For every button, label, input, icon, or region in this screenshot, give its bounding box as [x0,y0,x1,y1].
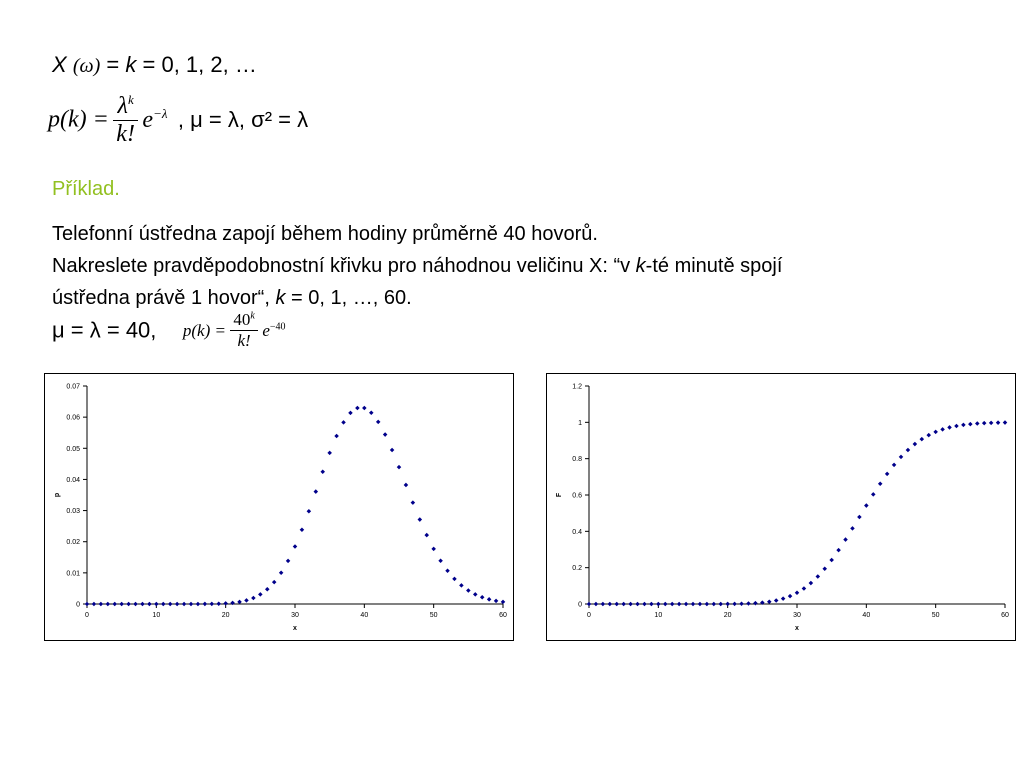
cdf-point [712,602,717,607]
cdf-point [718,602,723,607]
exp-e: $e^{-\lambda}$ [142,106,168,133]
pmf-point [106,602,111,607]
pmf-point [92,602,97,607]
var-x: X [52,52,67,77]
pmf-x-tick-label: 20 [221,612,230,619]
cdf-chart-svg [547,374,1015,640]
pmf-point [133,602,138,607]
cdf-chart [546,373,1016,641]
cdf-point [926,433,931,438]
cdf-point [878,482,883,487]
pmf-point [300,528,305,533]
pmf-point [279,570,284,575]
cdf-point [809,581,814,586]
example-formula [52,310,372,372]
cdf-point [739,601,744,606]
pmf-point [272,580,277,585]
var-k: k [125,52,137,77]
pmf-point [494,599,499,604]
example-numerator: 40$^k$ [233,310,255,329]
pmf-point [168,602,173,607]
pmf-point [244,598,249,603]
omega: (ω) [72,55,101,77]
pmf-point [85,602,90,607]
cdf-point [705,602,710,607]
example-line-1: Telefonní ústředna zapojí během hodiny průměrně 40 hovorů. [52,223,598,245]
pmf-point [376,420,381,425]
mean-variance: , μ = λ, σ² = λ [177,107,309,132]
pmf-x-label: x [293,625,297,632]
pmf-point [418,517,423,522]
cdf-y-tick-label: 0.4 [572,528,582,536]
pmf-point [223,601,228,606]
pmf-point [99,602,104,607]
pmf-point [362,406,367,411]
cdf-point [816,574,821,579]
pmf-point [265,587,270,592]
pmf-point [501,600,506,605]
pmf-point [327,451,332,456]
pmf-point [341,420,346,425]
pmf-point [390,448,395,453]
cdf-point [635,602,640,607]
cdf-point [975,421,980,426]
cdf-x-tick-label: 10 [654,612,663,619]
cdf-point [795,591,800,596]
cdf-x-tick-label: 0 [587,612,591,619]
pmf-point [404,483,409,488]
pmf-point [154,602,159,607]
pmf-point [445,568,450,573]
cdf-point [621,602,626,607]
example-fraction [230,310,257,351]
cdf-point [857,515,862,520]
cdf-point [885,472,890,477]
pk-label: p(k) = [48,106,109,133]
cdf-y-tick-label: 0 [578,601,582,609]
pmf-x-tick-label: 40 [360,612,369,619]
pmf-y-tick-label: 0.04 [66,476,80,484]
cdf-y-tick-label: 0.6 [572,492,582,500]
pmf-y-tick-label: 0 [76,601,80,609]
example-pk-label: p(k) = [182,320,226,340]
cdf-point [1003,420,1008,425]
cdf-point [746,601,751,606]
poisson-formula [48,92,448,162]
pmf-point [119,602,124,607]
cdf-point [691,602,696,607]
pmf-point [334,434,339,439]
cdf-x-label: x [795,625,799,632]
cdf-x-tick-label: 60 [1001,612,1009,619]
mu-lambda-value: μ = λ = 40, [52,317,157,343]
pmf-point [369,410,374,415]
pmf-point [112,602,117,607]
cdf-point [642,602,647,607]
pmf-point [466,588,471,593]
pmf-point [147,602,152,607]
pmf-point [438,558,443,563]
pmf-point [140,602,145,607]
cdf-y-label: F [556,492,563,498]
pmf-y-tick-label: 0.03 [66,508,80,516]
pmf-point [487,597,492,602]
cdf-point [656,602,661,607]
cdf-y-tick-label: 0.2 [572,565,582,573]
cdf-x-tick-label: 30 [793,612,801,619]
example-exp: $e^{-40}$ [262,320,286,340]
cdf-point [670,602,675,607]
fraction-denominator: k! [113,120,138,148]
cdf-point [906,448,911,453]
pmf-point [216,601,221,606]
cdf-point [698,602,703,607]
pmf-point [286,559,291,564]
cdf-x-tick-label: 40 [862,612,871,619]
cdf-point [836,548,841,553]
cdf-point [940,427,945,432]
pmf-point [161,602,166,607]
cdf-point [822,567,827,572]
cdf-point [843,537,848,542]
cdf-point [614,602,619,607]
pmf-y-tick-label: 0.02 [66,539,80,547]
pmf-point [397,465,402,470]
pmf-point [320,469,325,474]
cdf-point [608,602,613,607]
pmf-point [196,602,201,607]
cdf-point [677,602,682,607]
example-denominator: k! [230,330,257,351]
pmf-point [182,602,187,607]
cdf-y-tick-label: 0.8 [572,456,582,464]
cdf-point [601,602,606,607]
cdf-point [961,423,966,428]
pmf-point [203,602,208,607]
cdf-point [725,602,730,607]
random-variable-definition [52,52,257,78]
pmf-point [189,602,194,607]
cdf-point [684,602,689,607]
pmf-point [258,592,263,597]
pmf-point [459,583,464,588]
pmf-chart [44,373,514,641]
pmf-point [431,547,436,552]
pmf-point [307,509,312,514]
cdf-point [947,425,952,430]
cdf-point [913,442,918,447]
pmf-y-tick-label: 0.01 [66,570,80,578]
pmf-x-tick-label: 10 [152,612,161,619]
cdf-point [829,558,834,563]
pmf-y-label: p [54,492,61,498]
pmf-point [383,432,388,437]
cdf-x-tick-label: 20 [723,612,732,619]
pmf-point [314,489,319,494]
pmf-point [480,595,485,600]
eq-sign: = [106,52,120,77]
pmf-x-tick-label: 30 [291,612,299,619]
cdf-point [989,421,994,426]
cdf-point [920,437,925,442]
cdf-point [788,594,793,599]
cdf-point [781,596,786,601]
cdf-point [933,430,938,435]
cdf-y-tick-label: 1 [578,419,582,427]
pmf-x-tick-label: 50 [429,612,438,619]
example-line-2: Nakreslete pravděpodobnostní křivku pro náhodnou veličinu X: “v k-té minutě spojí [52,255,783,277]
fraction-numerator: $\lambda^k$ [117,92,134,119]
pmf-y-tick-label: 0.07 [66,383,80,391]
cdf-point [767,600,772,605]
example-line-3: ústředna právě 1 hovor“, k = 0, 1, …, 60. [52,287,412,309]
cdf-point [802,586,807,591]
k-values: = 0, 1, 2, … [142,52,257,77]
cdf-point [663,602,668,607]
cdf-point [594,602,599,607]
pmf-x-tick-label: 60 [499,612,507,619]
poisson-fraction [113,92,138,148]
cdf-point [628,602,633,607]
pmf-point [293,544,298,549]
cdf-point [774,598,779,603]
pmf-point [251,596,256,601]
pmf-x-tick-label: 0 [85,612,89,619]
cdf-y-tick-label: 1.2 [572,383,582,391]
cdf-x-tick-label: 50 [931,612,940,619]
pmf-point [175,602,180,607]
cdf-point [864,503,869,508]
pmf-chart-svg [45,374,513,640]
pmf-point [411,500,416,505]
cdf-point [892,463,897,468]
cdf-point [649,602,654,607]
cdf-point [899,455,904,460]
pmf-y-tick-label: 0.06 [66,414,80,422]
cdf-point [871,492,876,497]
pmf-y-tick-label: 0.05 [66,445,80,453]
pmf-point [348,411,353,416]
pmf-point [210,602,215,607]
cdf-point [587,602,592,607]
pmf-point [355,406,360,411]
example-heading: Příklad. [52,178,120,200]
pmf-point [126,602,131,607]
cdf-point [850,526,855,531]
cdf-point [996,420,1001,425]
example-text [52,218,1012,314]
pmf-point [424,533,429,538]
pmf-point [473,592,478,597]
cdf-point [968,422,973,427]
pmf-point [452,577,457,582]
cdf-point [954,424,959,429]
cdf-point [982,421,987,426]
cdf-point [753,601,758,606]
cdf-point [732,602,737,607]
